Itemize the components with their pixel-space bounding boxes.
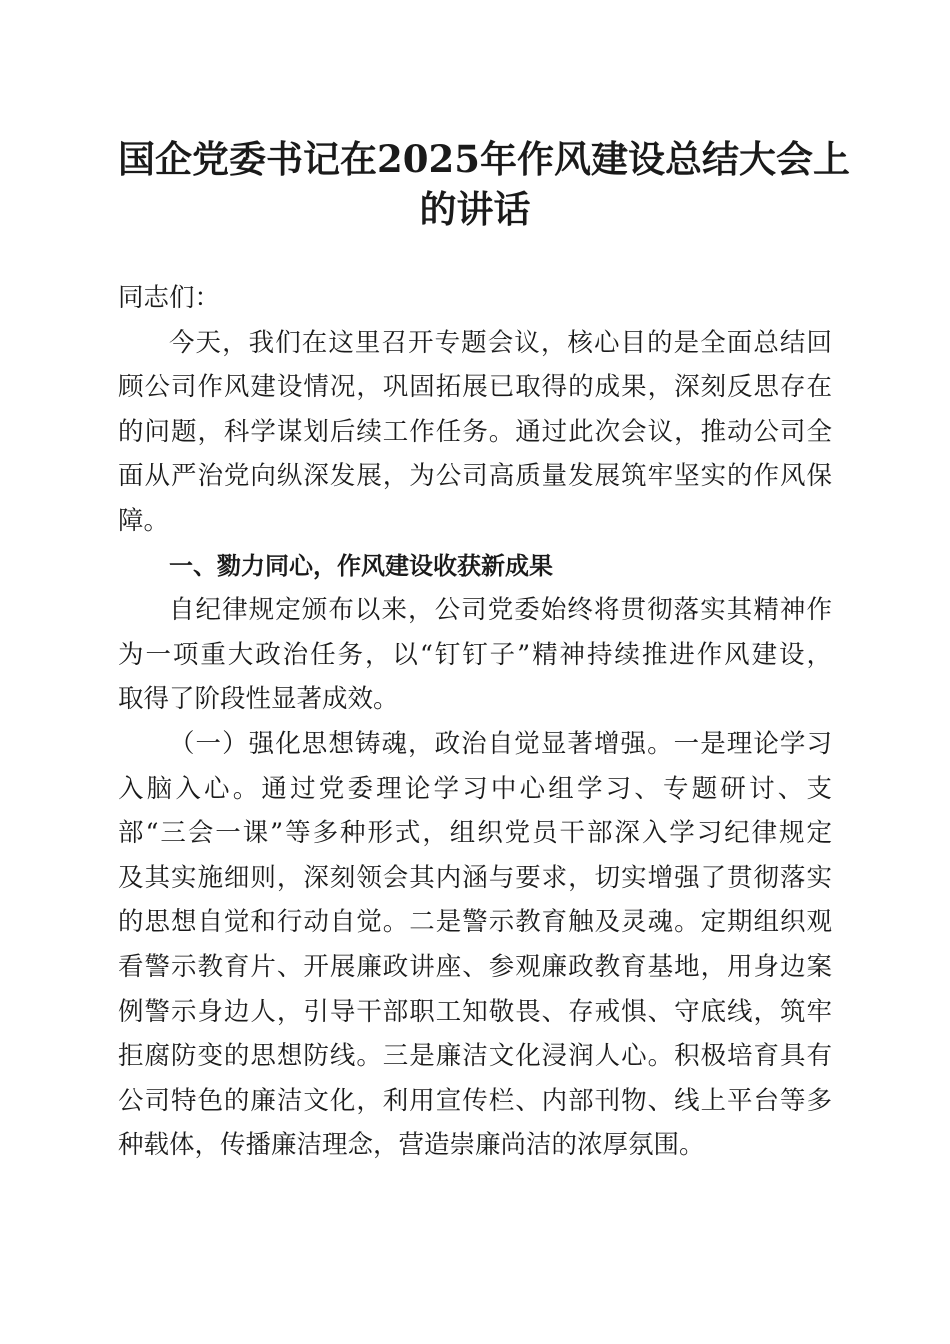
paragraph-line: 顾公司作风建设情况，巩固拓展已取得的成果，深刻反思存在 [118,372,832,403]
salutation: 同志们： [118,283,221,313]
paragraph-3 [118,722,832,1168]
paragraph-line: 入脑入心。通过党委理论学习中心组学习、专题研讨、支 [118,773,832,804]
paragraph-line: 看警示教育片、开展廉政讲座、参观廉政教育基地，用身边案 [118,951,832,982]
paragraph-line: 公司特色的廉洁文化，利用宣传栏、内部刊物、线上平台等多 [118,1085,832,1116]
paragraph-line: 拒腐防变的思想防线。三是廉洁文化浸润人心。积极培育具有 [118,1041,832,1072]
paragraph-line: 今天，我们在这里召开专题会议，核心目的是全面总结回 [169,327,832,358]
document-title-line-1: 国企党委书记在2025年作风建设总结大会上 [118,137,850,181]
paragraph-line: 例警示身边人，引导干部职工知敬畏、存戒惧、守底线，筑牢 [118,996,832,1027]
paragraph-line: 种载体，传播廉洁理念，营造崇廉尚洁的浓厚氛围。 [118,1130,705,1161]
paragraph-line: 的问题，科学谋划后续工作任务。通过此次会议，推动公司全 [118,416,832,447]
paragraph-line: （一）强化思想铸魂，政治自觉显著增强。一是理论学习 [169,728,832,759]
paragraph-line: 部“三会一课”等多种形式，组织党员干部深入学习纪律规定 [118,818,832,849]
paragraph-line: 的思想自觉和行动自觉。二是警示教育触及灵魂。定期组织观 [118,907,832,938]
paragraph-line: 自纪律规定颁布以来，公司党委始终将贯彻落实其精神作 [169,595,832,626]
paragraph-line: 及其实施细则，深刻领会其内涵与要求，切实增强了贯彻落实 [118,862,832,893]
paragraph-line: 取得了阶段性显著成效。 [118,684,399,715]
document-title-line-2: 的讲话 [419,187,531,231]
section-heading-1: 一、勠力同心，作风建设收获新成果 [169,551,553,580]
paragraph-line: 为一项重大政治任务，以“钉钉子”精神持续推进作风建设， [118,639,832,670]
paragraph-1 [118,321,832,544]
paragraph-2 [118,588,832,722]
paragraph-line: 面从严治党向纵深发展，为公司高质量发展筑牢坚实的作风保 [118,461,832,492]
document-body [118,276,832,1168]
paragraph-line: 障。 [118,505,170,536]
